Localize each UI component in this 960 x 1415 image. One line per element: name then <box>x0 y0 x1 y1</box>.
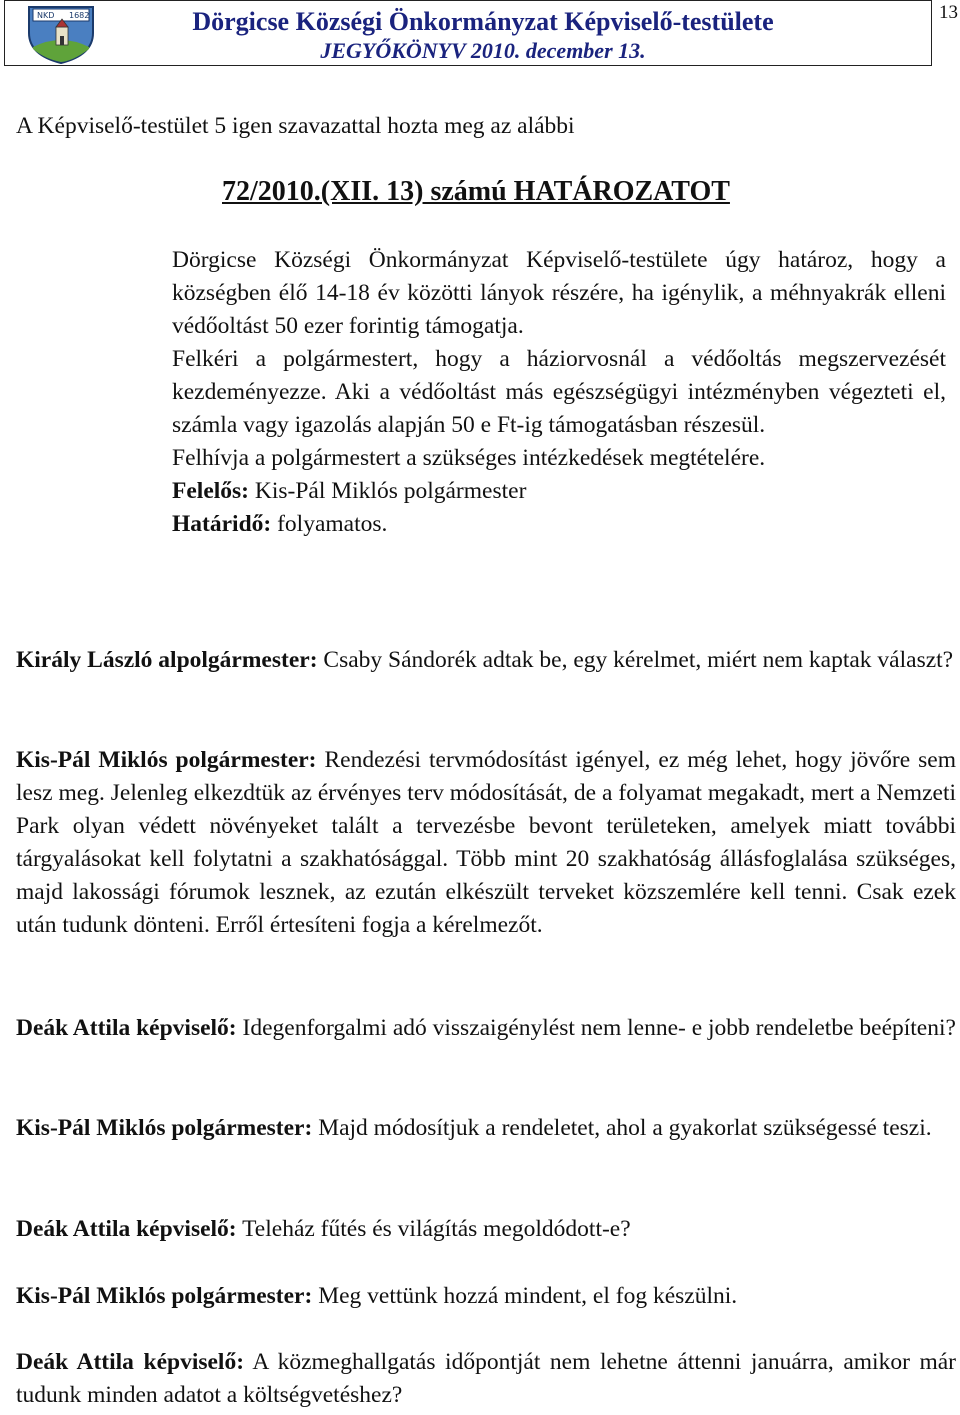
speech-text: Rendezési tervmódosítást igényel, ez még lehet, hogy jövőre sem lesz meg. Jelenleg elkezdtük az érvényes terv módosítását, de a folyamat megakadt, mert a Nemzeti Park olyan védett növényeket talált a tervezésbe bevont területeken, amelyek miatt további tárgyalásokat kell folytatni a szakhatósággal. Több mint 20 szakhatóság állásfoglalása szükséges, majd lakossági fórumok lesznek, az ezután elkészült terveket közszemlére kell tenni. Csak ezek után tudunk dönteni. Erről értesíteni fogja a kérelmezőt. <box>16 747 957 938</box>
speaker-name: Király László alpolgármester: <box>16 647 318 673</box>
dialogue-entry <box>16 744 956 942</box>
speaker-name: Kis-Pál Miklós polgármester: <box>16 1115 313 1141</box>
page-header <box>4 0 932 66</box>
resolution-text-1: Dörgicse Községi Önkormányzat Képviselő-testülete úgy határoz, hogy a községben élő 14-18 év közötti lányok részére, ha igénylik, a méhnyakrák elleni védőoltást 50 ezer forintig támogatja. <box>172 247 946 339</box>
resolution-responsible <box>172 475 946 508</box>
speaker-name: Deák Attila képviselő: <box>16 1349 245 1375</box>
dialogue-entry <box>16 644 956 677</box>
responsible-label: Felelős: <box>172 478 249 504</box>
dialogue-entry <box>16 1346 956 1412</box>
resolution-text-3: Felhívja a polgármestert a szükséges intézkedések megtételére. <box>172 445 766 471</box>
resolution-deadline <box>172 508 946 541</box>
speech-text: Idegenforgalmi adó visszaigénylést nem lenne- e jobb rendeletbe beépíteni? <box>236 1015 956 1041</box>
dialogue-entry <box>16 1012 956 1045</box>
header-title: Dörgicse Községi Önkormányzat Képviselő-testülete <box>192 7 774 36</box>
header-subtitle: JEGYŐKÖNYV 2010. december 13. <box>320 38 646 63</box>
speech-text: Meg vettünk hozzá mindent, el fog készülni. <box>312 1283 738 1309</box>
deadline-value: folyamatos. <box>271 511 388 537</box>
page-number: 13 <box>939 2 958 23</box>
dialogue-entry <box>16 1213 956 1246</box>
speech-text: Teleház fűtés és világítás megoldódott-e? <box>236 1216 631 1242</box>
resolution-text-2: Felkéri a polgármestert, hogy a háziorvosnál a védőoltás megszervezését kezdeményezze. Aki a védőoltást más egészségügyi intézményben végezteti el, számla vagy igazolás alapján 50 e Ft-ig támogatásban részesül. <box>172 346 946 438</box>
responsible-value: Kis-Pál Miklós polgármester <box>249 478 527 504</box>
speaker-name: Kis-Pál Miklós polgármester: <box>16 1283 313 1309</box>
speaker-name: Deák Attila képviselő: <box>16 1015 237 1041</box>
dialogue-entry <box>16 1280 956 1313</box>
speech-text: Csaby Sándorék adtak be, egy kérelmet, miért nem kaptak választ? <box>317 647 954 673</box>
speech-text: A közmeghallgatás időpontját nem lehetne áttenni januárra, amikor már tudunk minden adatot a költségvetéshez? <box>16 1349 957 1408</box>
resolution-title: 72/2010.(XII. 13) számú HATÁROZATOT <box>222 176 730 207</box>
speech-text: Majd módosítjuk a rendeletet, ahol a gyakorlat szükségessé teszi. <box>312 1115 932 1141</box>
coat-of-arms-logo <box>23 3 99 65</box>
deadline-label: Határidő: <box>172 511 272 537</box>
resolution-body <box>172 244 946 541</box>
intro-text: A Képviselő-testület 5 igen szavazattal hozta meg az alábbi <box>16 113 575 139</box>
svg-text:NKD: NKD <box>37 11 55 20</box>
dialogue-entry <box>16 1112 956 1145</box>
speaker-name: Deák Attila képviselő: <box>16 1216 237 1242</box>
speaker-name: Kis-Pál Miklós polgármester: <box>16 747 317 773</box>
svg-text:1682: 1682 <box>69 11 90 20</box>
